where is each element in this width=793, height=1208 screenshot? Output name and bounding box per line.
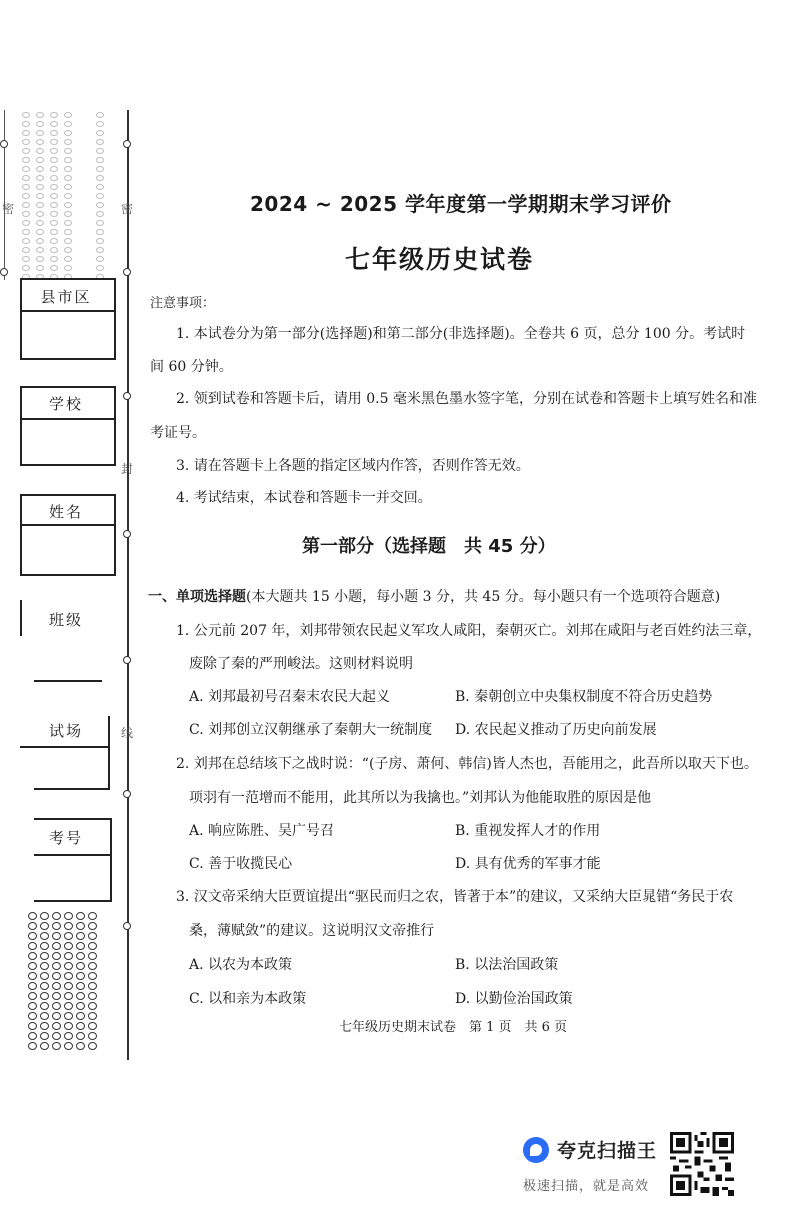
field-underline [34,680,102,682]
part-heading-label: 一、单项选择题 [148,589,246,605]
question-2-option-b: B. 重视发挥人才的作用 [455,823,601,839]
question-3-line-2: 桑，薄赋敛”的建议。这说明汉文帝推行 [189,923,435,939]
school-field-label: 学校 [48,395,83,413]
page-footer: 七年级历史期末试卷 第 1 页 共 6 页 [339,1020,568,1035]
question-2-line-1: 2. 刘邦在总结垓下之战时说：“(子房、萧何、韩信)皆人杰也，吾能用之，此吾所以取天下也。 [176,756,758,772]
note-line: 考证号。 [150,425,206,441]
question-2-option-d: D. 具有优秀的军事才能 [455,856,601,872]
note-line: 2. 领到试卷和答题卡后，请用 0.5 毫米黑色墨水签字笔，分别在试卷和答题卡上填写姓名和准 [176,391,757,407]
field-divider [108,716,110,746]
question-1-option-c: C. 刘邦创立汉朝继承了秦朝大一统制度 [189,722,433,738]
question-3-option-a: A. 以农为本政策 [189,957,293,973]
field-divider [20,524,116,526]
scanner-watermark [523,1136,657,1163]
question-1-option-a: A. 刘邦最初号召秦末农民大起义 [189,689,391,705]
binding-dot [123,790,131,798]
field-underline [20,746,110,748]
exam-room-field-label: 试场 [48,722,83,740]
binding-dot [123,392,131,400]
field-divider [108,746,110,788]
faint-dots-column [22,112,30,298]
binding-dot [123,140,131,148]
note-line: 3. 请在答题卡上各题的指定区域内作答，否则作答无效。 [176,458,530,474]
name-field-label: 姓名 [48,503,83,521]
question-1-option-d: D. 农民起义推动了历史向前发展 [455,722,657,738]
note-line: 4. 考试结束，本试卷和答题卡一并交回。 [176,490,432,506]
seal-marker-xian: 线 [121,726,134,740]
binding-dot [123,530,131,538]
binding-line [127,110,129,1060]
note-line: 1. 本试卷分为第一部分(选择题)和第二部分(非选择题)。全卷共 6 页，总分 100 分。考试时 [176,326,746,342]
question-1-option-b: B. 秦朝创立中央集权制度不符合历史趋势 [455,689,713,705]
question-3-option-c: C. 以和亲为本政策 [189,991,307,1007]
question-2-option-a: A. 响应陈胜、吴广号召 [189,823,335,839]
seal-marker-feng: 封 [121,462,134,476]
seal-marker-mi-left: 密 [2,202,15,216]
class-field-label: 班级 [48,611,83,629]
question-2-option-c: C. 善于收揽民心 [189,856,293,872]
binding-dot [123,922,131,930]
question-2-line-2: 项羽有一范增而不能用，此其所以为我擒也。”刘邦认为他能取胜的原因是他 [189,790,652,806]
exam-title: 七年级历史试卷 [345,245,535,274]
part-heading-desc: (本大题共 15 小题，每小题 3 分，共 45 分。每小题只有一个选项符合题意) [246,589,721,605]
seal-marker-mi: 密 [121,202,134,216]
question-3-line-1: 3. 汉文帝采纳大臣贾谊提出“驱民而归之农，皆著于本”的建议，又采纳大臣晁错“务民于农 [176,889,734,905]
faint-dots-column [50,112,58,298]
faint-dots-column [64,112,72,298]
faint-dots-column [96,112,104,298]
part-heading [148,586,720,606]
binding-dot [123,268,131,276]
field-divider [20,310,116,312]
field-underline [34,788,110,790]
binding-dot [0,140,8,148]
question-1-line-1: 1. 公元前 207 年，刘邦带领农民起义军攻人咸阳，秦朝灭亡。刘邦在咸阳与老百姓约法三章， [176,623,762,639]
county-field-label: 县市区 [40,288,92,306]
scanner-logo-icon [523,1137,549,1163]
exam-number-bubbles [28,912,108,1050]
notes-heading: 注意事项： [150,296,216,311]
note-line: 间 60 分钟。 [150,359,233,375]
exam-year-title: 2024 ~ 2025 学年度第一学期期末学习评价 [250,192,672,216]
question-3-option-d: D. 以勤俭治国政策 [455,991,573,1007]
binding-dot [123,656,131,664]
binding-line-left [4,110,5,280]
faint-dots-column [36,112,44,298]
field-divider [20,418,116,420]
scanner-slogan: 极速扫描，就是高效 [523,1179,650,1194]
scanner-brand-name: 夸克扫描王 [557,1140,658,1162]
field-divider [34,854,112,856]
question-1-line-2: 废除了秦的严刑峻法。这则材料说明 [189,656,413,672]
question-3-option-b: B. 以法治国政策 [455,957,559,973]
section-title: 第一部分（选择题 共 45 分） [302,536,556,557]
binding-dot [0,268,8,276]
exam-number-field-label: 考号 [48,829,83,847]
qr-code-icon [670,1132,734,1196]
